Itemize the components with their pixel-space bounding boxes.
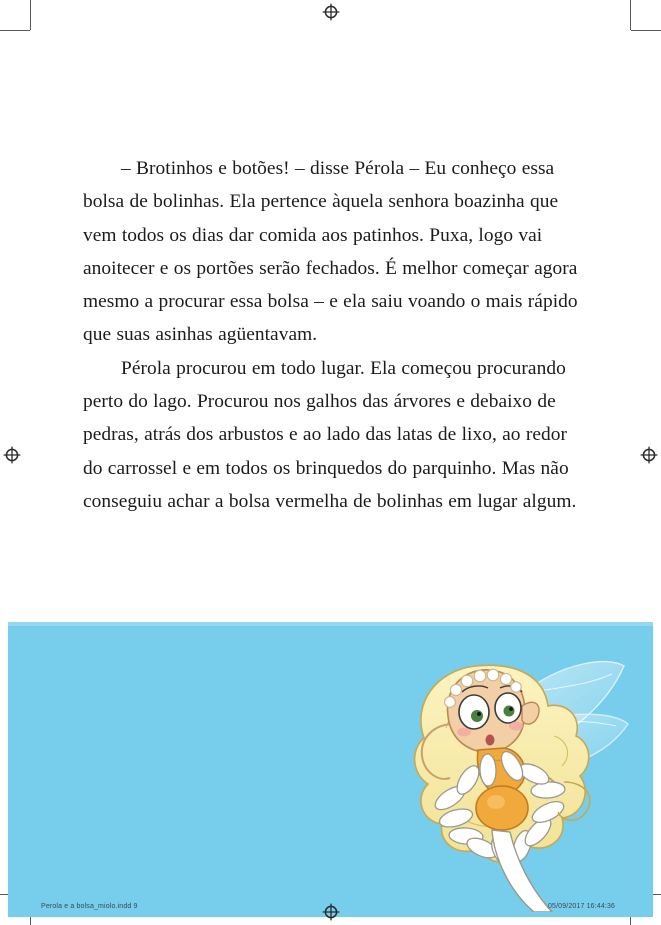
crop-mark-top-left-horizontal bbox=[0, 30, 30, 31]
crop-mark-top-left-vertical bbox=[30, 0, 31, 30]
body-text-block bbox=[83, 152, 578, 518]
registration-target-icon bbox=[322, 3, 340, 21]
illustration-band-highlight bbox=[8, 622, 653, 626]
registration-target-top bbox=[322, 3, 340, 21]
fairy-illustration-svg bbox=[376, 632, 636, 912]
footer-timestamp: 05/09/2017 16:44:36 bbox=[548, 903, 616, 910]
registration-target-right bbox=[640, 446, 658, 464]
footer-file-slug: Perola e a bolsa_miolo.indd 9 bbox=[41, 903, 138, 910]
illustration-band bbox=[8, 622, 653, 917]
crop-mark-top-right-horizontal bbox=[631, 30, 661, 31]
registration-target-bottom bbox=[322, 903, 340, 921]
registration-target-icon bbox=[3, 446, 21, 464]
registration-target-icon bbox=[640, 446, 658, 464]
registration-target-icon bbox=[322, 903, 340, 921]
crop-mark-top-right-vertical bbox=[630, 0, 631, 30]
registration-target-left bbox=[3, 446, 21, 464]
paragraph-2: Pérola procurou em todo lugar. Ela começou procurando perto do lago. Procurou nos galhos das árvores e debaixo de pedras, atrás dos arbustos e ao lado das latas de lixo, ao redor do carrossel e em todos os brinquedos do parquinho. Mas não conseguiu achar a bolsa vermelha de bolinhas em lugar algum. bbox=[83, 357, 577, 512]
fairy-illustration bbox=[376, 632, 636, 912]
paragraph-1: – Brotinhos e botões! – disse Pérola – Eu conheço essa bolsa de bolinhas. Ela pertence àquela senhora boazinha que vem todos os dias dar comida aos patinhos. Puxa, logo vai anoitecer e os portões serão fechados. É melhor começar agora mesmo a procurar essa bolsa – e ela saiu voando o mais rápido que suas asinhas agüentavam. bbox=[83, 158, 578, 346]
